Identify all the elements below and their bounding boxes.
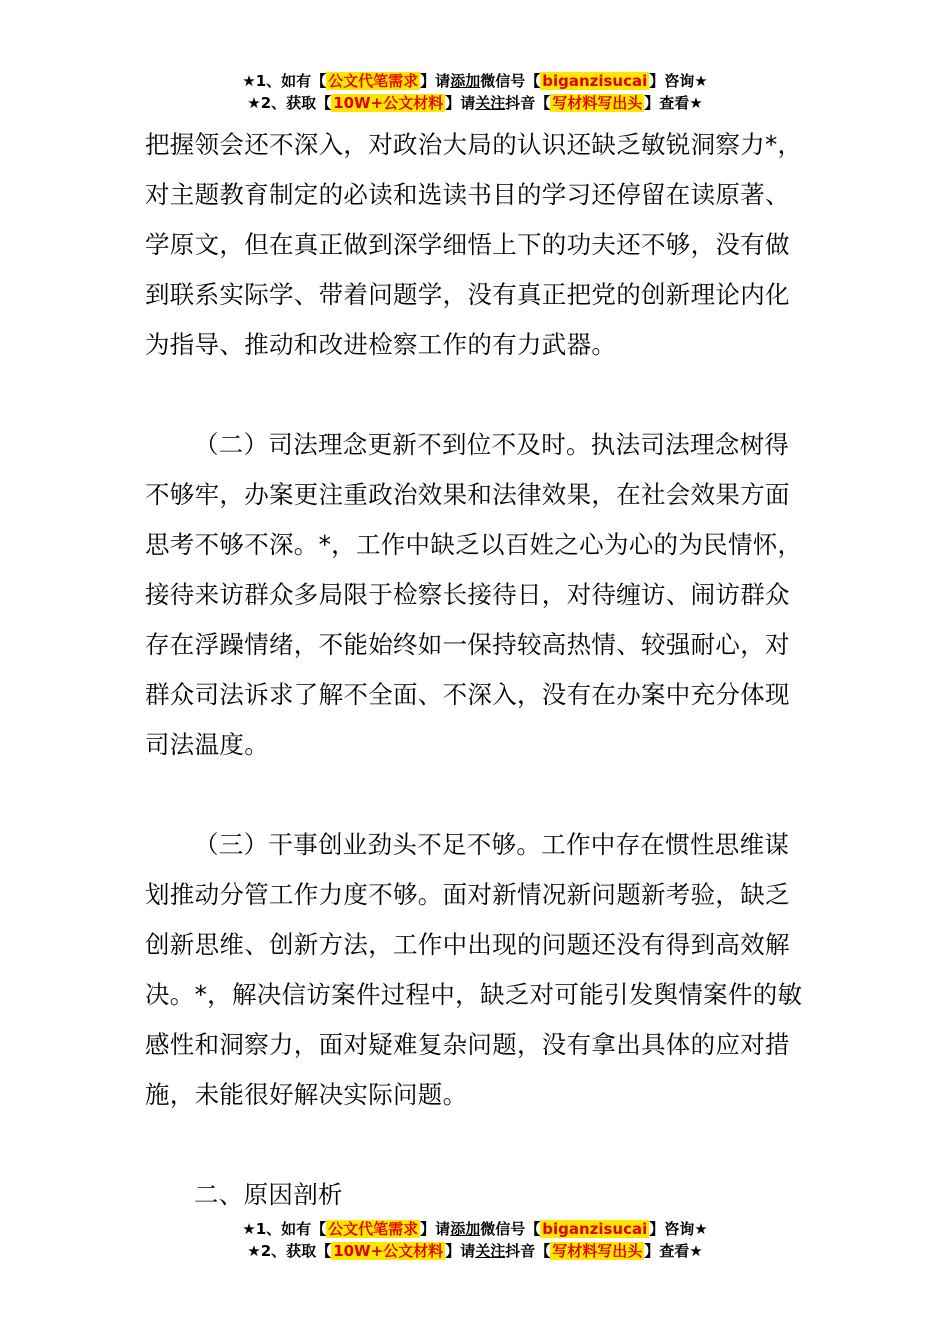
banner-line-2 [0,1240,950,1262]
banner-text: ★2、获取【 [247,1242,332,1260]
paragraph-text: 把握领会还不深入，对政治大局的认识还缺乏敏锐洞察力*，对主题教育制定的必读和选读书目的学习还停留在读原著、学原文，但在真正做到深学细悟上下的功夫还不够，没有做到联系实际学、带着问题学，没有真正把党的创新理论内化为指导、推动和改进检察工作的有力武器。 [145,130,803,359]
paragraph-3 [145,820,810,1120]
document-body [145,120,810,1220]
paragraph-2 [145,420,810,770]
banner-text: 】咨询★ [649,1220,708,1238]
banner-highlight: biganzisucai [542,72,648,90]
banner-highlight: 公文代笔需求 [328,1220,419,1238]
paragraph-text: （三）干事创业劲头不足不够。工作中存在惯性思维谋划推动分管工作力度不够。面对新情况新问题新考验，缺乏创新思维、创新方法，工作中出现的问题还没有得到高效解决。*，解决信访案件过程中，缺乏对可能引发舆情案件的敏感性和洞察力，面对疑难复杂问题，没有拿出具体的应对措施，未能很好解决实际问题。 [145,830,803,1109]
banner-text: 】请 [420,1220,451,1238]
banner-line-2 [0,92,950,114]
banner-text: 抖音【 [505,94,551,112]
banner-text: ★2、获取【 [247,94,332,112]
header-banner [0,70,950,114]
banner-text: 】请 [420,72,451,90]
banner-highlight: 10W+公文材料 [333,94,444,112]
banner-emphasis: 添加 [450,72,481,90]
banner-emphasis: 关注 [475,94,506,112]
banner-text: 抖音【 [505,1242,551,1260]
banner-highlight: 公文代笔需求 [328,72,419,90]
banner-text: 】查看★ [644,1242,703,1260]
banner-text: ★1、如有【 [242,1220,327,1238]
banner-highlight: 写材料写出头 [552,1242,643,1260]
banner-line-1 [0,70,950,92]
banner-text: 微信号【 [480,1220,541,1238]
banner-highlight: 10W+公文材料 [333,1242,444,1260]
banner-text: ★1、如有【 [242,72,327,90]
banner-emphasis: 添加 [450,1220,481,1238]
banner-line-1 [0,1218,950,1240]
banner-highlight: 写材料写出头 [552,94,643,112]
banner-text: 】请 [445,94,476,112]
section-heading: 二、原因剖析 [194,1180,343,1209]
paragraph-text: （二）司法理念更新不到位不及时。执法司法理念树得不够牢，办案更注重政治效果和法律效果，在社会效果方面思考不够不深。*，工作中缺乏以百姓之心为心的为民情怀，接待来访群众多局限于检察长接待日，对待缠访、闹访群众存在浮躁情绪，不能始终如一保持较高热情、较强耐心，对群众司法诉求了解不全面、不深入，没有在办案中充分体现司法温度。 [145,430,803,759]
banner-text: 】请 [445,1242,476,1260]
banner-text: 】咨询★ [649,72,708,90]
paragraph-1 [145,120,810,370]
banner-highlight: biganzisucai [542,1220,648,1238]
banner-text: 】查看★ [644,94,703,112]
footer-banner [0,1218,950,1262]
banner-text: 微信号【 [480,72,541,90]
banner-emphasis: 关注 [475,1242,506,1260]
